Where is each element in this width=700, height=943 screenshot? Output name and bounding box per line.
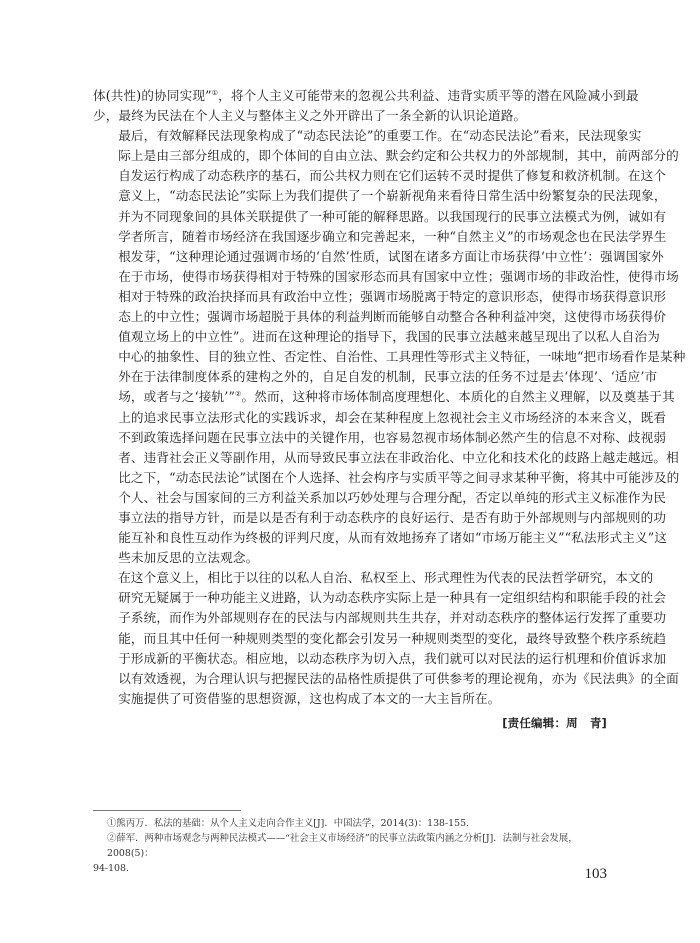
text-line: 态上的中立性；强调市场超脱于具体的利益判断而能够自动整合各种利益冲突，这使得市场获得价 <box>118 309 667 325</box>
text-segment: 体(共性)的协同实现” <box>93 88 212 103</box>
text-line: 中心的抽象性、目的独立性、否定性、自治性、工具理性等形式主义特征，一味地“把市场看作是某种 <box>118 349 686 365</box>
footnote-2 <box>93 831 607 861</box>
text-line: 比之下，“动态民法论”试图在个人选择、社会构序与实质平等之间寻求某种平衡，将其中可能涉及的 <box>118 469 680 485</box>
text-line: 个人、社会与国家间的三方利益关系加以巧妙处理与合理分配，否定以单纯的形式主义标准作为民 <box>118 489 667 505</box>
footnote-1 <box>93 816 607 831</box>
text-line: 子系统，而作为外部规则存在的民法与内部规则共生共存，并对动态秩序的整体运行发挥了重要功 <box>118 610 667 626</box>
text-line: 自发运行构成了动态秩序的基石，而公共权力则在它们运转不灵时提供了修复和救济机制。在这个 <box>118 168 667 184</box>
paragraph-1 <box>93 86 639 126</box>
text-line: 以有效透视，为合理认识与把握民法的品格性质提供了可供参考的理论视角，亦为《民法典》的全面 <box>118 670 679 686</box>
footnote-text: 熊丙万．私法的基础：从个人主义走向合作主义[J]．中国法学，2014(3)：138-155. <box>116 818 470 829</box>
footnote-ref-1[interactable]: ① <box>211 89 219 97</box>
text-line <box>93 387 675 407</box>
text-line: 上的追求民事立法形式化的实践诉求，却会在某种程度上忽视社会主义市场经济的本来含义，既看 <box>118 409 667 425</box>
footnotes <box>93 816 607 876</box>
footnote-marker: ② <box>107 833 117 844</box>
text-line: 研究无疑属于一种功能主义进路，认为动态秩序实际上是一种具有一定组织结构和职能手段的社会 <box>118 590 667 606</box>
text-line: 最后，有效解释民法现象构成了“动态民法论”的重要工作。在“动态民法论”看来，民法现象实 <box>118 128 642 144</box>
editor-name-end: 青] <box>589 716 607 730</box>
paragraph-2 <box>93 126 686 568</box>
text-line: 相对于特殊的政治抉择而具有政治中立性；强调市场脱离于特定的意识形态，使得市场获得意识形 <box>118 288 667 304</box>
responsible-editor <box>502 715 607 731</box>
text-line: 于形成新的平衡状态。相应地，以动态秩序为切入点，我们就可以对民法的运行机理和价值诉求加 <box>118 650 667 666</box>
footnote-2-continued: 94-108. <box>93 863 129 874</box>
footnote-marker: ① <box>107 818 117 829</box>
text-segment: 。然而，这种将市场体制高度理想化、本质化的自然主义理解，以及奠基于其 <box>241 389 675 405</box>
text-line: 在这个意义上，相比于以往的以私人自治、私权至上、形式理性为代表的民法哲学研究，本文的 <box>118 570 654 586</box>
article-body <box>93 86 686 709</box>
text-line: 能，而且其中任何一种规则类型的变化都会引发另一种规则类型的变化，最终导致整个秩序系统趋 <box>118 630 667 646</box>
paragraph-3 <box>93 568 679 709</box>
text-line: 不到政策选择问题在民事立法中的关键作用，也容易忽视市场体制必然产生的信息不对称、歧视弱 <box>118 429 667 445</box>
footnote-ref-2[interactable]: ② <box>235 390 242 399</box>
text-line: 学者所言，随着市场经济在我国逐步确立和完善起来，一种“自然主义”的市场观念也在民法学界生 <box>118 228 667 244</box>
text-line: 些未加反思的立法观念。 <box>118 550 259 566</box>
text-line: 实施提供了可资借鉴的思想资源，这也构成了本文的一大主旨所在。 <box>118 690 501 706</box>
editor-label: [责任编辑：周 <box>502 716 578 730</box>
text-line: 并为不同现象间的具体关联提供了一种可能的解释思路。以我国现行的民事立法模式为例，诚如有 <box>118 208 667 224</box>
text-line: 际上是由三部分组成的，即个体间的自由立法、默会约定和公共权力的外部规制，其中，前两部分的 <box>118 148 679 164</box>
text-line: 意义上，“动态民法论”实际上为我们提供了一个崭新视角来看待日常生活中纷繁复杂的民法现象， <box>118 188 667 204</box>
text-line: 能互补和良性互动作为终极的评判尺度，从而有效地扬弃了诸如“市场万能主义”“私法形式主义”这 <box>118 530 668 546</box>
text-line: 者、违背社会正义等副作用，从而导致民事立法在非政治化、中立化和技术化的歧路上越走越远。相 <box>118 449 679 465</box>
text-line: 外在于法律制度体系的建构之外的，自足自发的机制，民事立法的任务不过是去‘体现’、‘适应’市 <box>118 369 658 385</box>
text-line: 少，最终为民法在个人主义与整体主义之外开辟出了一条全新的认识论道路。 <box>93 108 527 124</box>
text-line: 根发芽，“这种理论通过强调市场的‘自然’性质，试图在诸多方面让市场获得‘中立性’：强调国家外 <box>118 248 664 264</box>
footnote-text: 薛军．两种市场观念与两种民法模式——“社会主义市场经济”的民事立法政策内涵之分析[J]．法制与社会发展，2008(5)： <box>107 833 578 859</box>
text-line: 值观立场上的中立性”。进而在这种理论的指导下，我国的民事立法越来越呈现出了以私人自治为 <box>118 329 661 345</box>
text-line <box>93 86 639 106</box>
page-number: 103 <box>584 866 607 882</box>
text-segment: 场，或者与之‘接轨’” <box>118 389 236 405</box>
text-line: 事立法的指导方针，而是以是否有利于动态秩序的良好运行、是否有助于外部规则与内部规则的功 <box>118 509 667 525</box>
footnote-divider <box>93 810 241 811</box>
text-line: 在于市场，使得市场获得相对于特殊的国家形态而具有国家中立性；强调市场的非政治性，使得市场 <box>118 268 679 284</box>
text-segment: ，将个人主义可能带来的忽视公共利益、违背实质平等的潜在风险减小到最 <box>218 88 639 103</box>
